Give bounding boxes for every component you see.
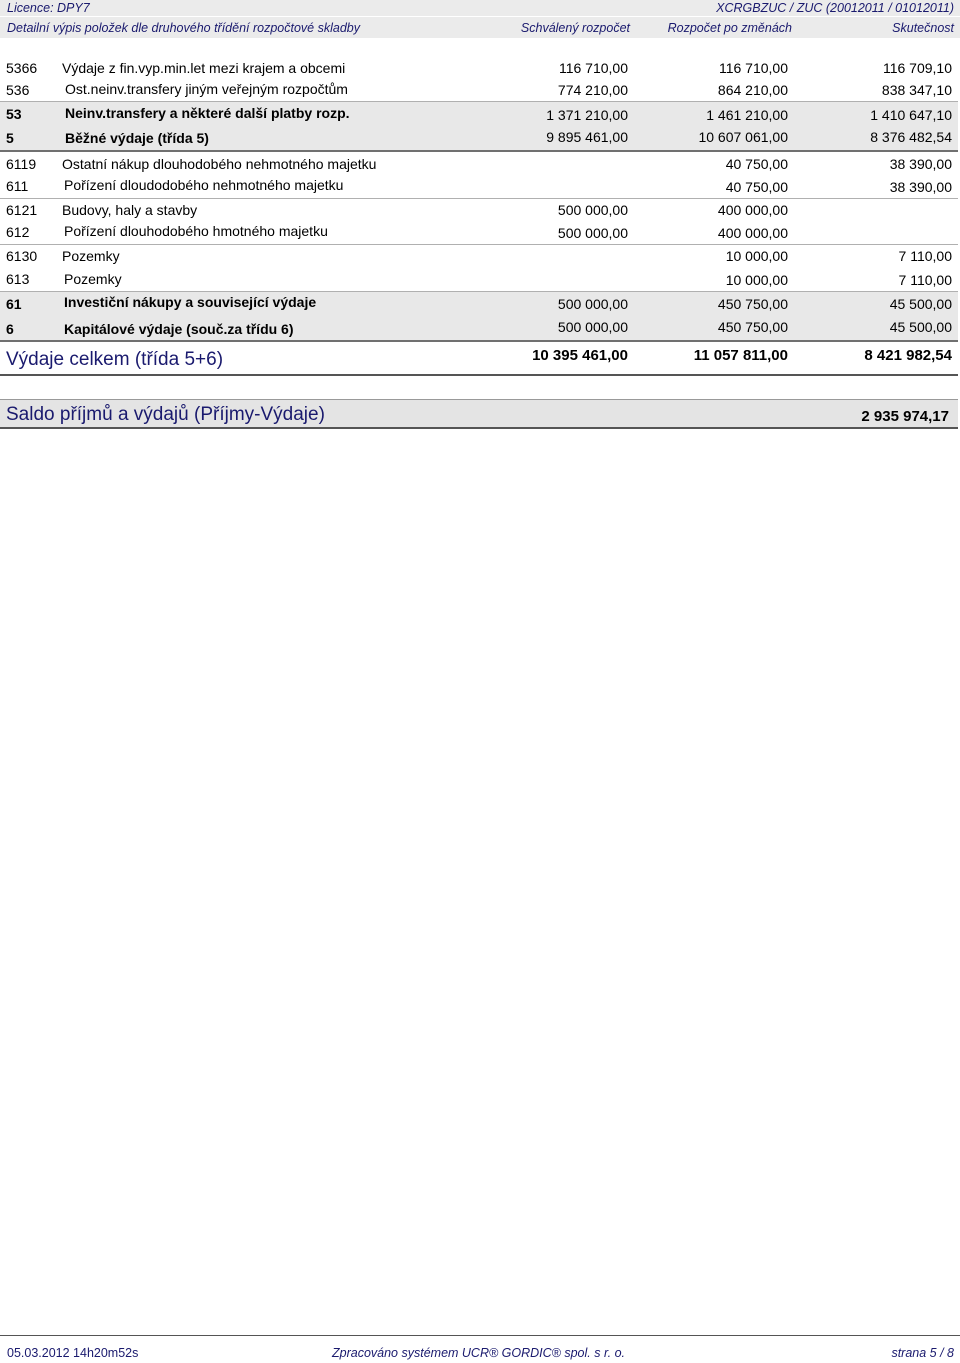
saldo-label: Saldo příjmů a výdajů (Příjmy-Výdaje) — [6, 404, 325, 425]
saldo-value: 2 935 974,17 — [861, 408, 949, 425]
row-after-changes: 1 461 210,00 — [706, 107, 788, 123]
row-after-changes: 450 750,00 — [717, 296, 788, 312]
row-code: 612 — [6, 224, 30, 240]
row-code: 5366 — [6, 60, 38, 76]
row-after-changes: 10 607 061,00 — [698, 129, 788, 145]
grand-total-after-changes: 11 057 811,00 — [693, 347, 788, 364]
row-after-changes: 450 750,00 — [717, 319, 788, 335]
row-name: Pořízení dlouhodobého hmotného majetku — [64, 223, 328, 239]
page-footer — [0, 1335, 960, 1363]
saldo-row — [0, 399, 958, 429]
row-actual: 7 110,00 — [898, 248, 952, 264]
row-code: 6119 — [6, 156, 37, 172]
row-code: 6 — [6, 321, 14, 337]
row-code: 613 — [6, 271, 30, 287]
table-row — [0, 223, 958, 245]
row-after-changes: 10 000,00 — [725, 272, 788, 288]
row-name: Pořízení dloudodobého nehmotného majetku — [64, 177, 344, 193]
row-actual: 838 347,10 — [881, 82, 952, 98]
row-after-changes: 40 750,00 — [725, 156, 788, 172]
row-code: 53 — [6, 106, 22, 122]
footer-page-number: strana 5 / 8 — [891, 1346, 954, 1360]
table-row — [0, 126, 958, 152]
report-code: XCRGBZUC / ZUC (20012011 / 01012011) — [716, 1, 954, 15]
row-name: Ost.neinv.transfery jiným veřejným rozpočtům — [65, 81, 348, 97]
row-after-changes: 400 000,00 — [717, 225, 788, 241]
row-actual: 38 390,00 — [889, 156, 952, 172]
row-name: Kapitálové výdaje (souč.za třídu 6) — [64, 321, 294, 337]
row-after-changes: 116 710,00 — [718, 60, 788, 76]
grand-total-label: Výdaje celkem (třída 5+6) — [6, 349, 224, 370]
table-row — [0, 58, 958, 80]
table-row — [0, 79, 958, 102]
footer-date: 05.03.2012 14h20m52s — [7, 1346, 139, 1360]
row-after-changes: 400 000,00 — [717, 202, 788, 218]
row-approved: 500 000,00 — [557, 296, 628, 312]
grand-total-actual: 8 421 982,54 — [864, 347, 952, 364]
row-actual: 45 500,00 — [889, 319, 952, 335]
table-row — [0, 102, 958, 127]
row-approved: 500 000,00 — [557, 225, 628, 241]
licence-label: Licence: DPY7 — [7, 1, 90, 15]
row-name: Budovy, haly a stavby — [62, 202, 198, 218]
row-approved: 500 000,00 — [557, 319, 628, 335]
row-code: 5 — [6, 130, 14, 146]
header-divider — [0, 16, 960, 17]
row-code: 6121 — [6, 202, 38, 218]
col-header-after-changes: Rozpočet po změnách — [667, 21, 792, 35]
row-code: 61 — [6, 296, 22, 312]
report-header — [0, 0, 960, 38]
table-row — [0, 177, 958, 199]
row-actual: 38 390,00 — [889, 179, 952, 195]
col-header-actual: Skutečnost — [892, 21, 954, 35]
row-actual: 1 410 647,10 — [870, 107, 952, 123]
footer-system: Zpracováno systémem UCR® GORDIC® spol. s r. o. — [332, 1346, 626, 1360]
row-approved: 9 895 461,00 — [546, 129, 628, 145]
col-header-approved: Schválený rozpočet — [520, 21, 630, 35]
row-after-changes: 40 750,00 — [725, 179, 788, 195]
row-code: 6130 — [6, 248, 38, 264]
row-after-changes: 864 210,00 — [717, 82, 788, 98]
table-row — [0, 201, 958, 223]
table-row — [0, 270, 958, 292]
row-actual: 7 110,00 — [898, 272, 952, 288]
grand-total-row — [0, 341, 958, 376]
row-approved: 500 000,00 — [557, 202, 628, 218]
row-actual: 45 500,00 — [889, 296, 952, 312]
row-code: 536 — [6, 82, 30, 98]
row-actual: 8 376 482,54 — [870, 129, 952, 145]
row-code: 611 — [6, 178, 29, 194]
row-name: Ostatní nákup dlouhodobého nehmotného majetku — [62, 156, 377, 172]
row-actual: 116 709,10 — [882, 60, 952, 76]
row-name: Běžné výdaje (třída 5) — [65, 130, 209, 146]
grand-total-approved: 10 395 461,00 — [532, 347, 628, 364]
row-name: Výdaje z fin.vyp.min.let mezi krajem a obcemi — [62, 60, 346, 76]
row-approved: 116 710,00 — [558, 60, 628, 76]
row-approved: 774 210,00 — [557, 82, 628, 98]
row-name: Pozemky — [64, 271, 122, 287]
row-approved: 1 371 210,00 — [546, 107, 628, 123]
table-row — [0, 155, 958, 177]
row-name: Pozemky — [62, 248, 120, 264]
table-row — [0, 248, 958, 270]
row-name: Investiční nákupy a související výdaje — [64, 294, 317, 310]
table-row — [0, 316, 958, 342]
row-name: Neinv.transfery a některé další platby rozp. — [65, 105, 350, 121]
table-row — [0, 292, 958, 317]
col-header-description: Detailní výpis položek dle druhového třídění rozpočtové skladby — [7, 21, 360, 35]
row-after-changes: 10 000,00 — [725, 248, 788, 264]
